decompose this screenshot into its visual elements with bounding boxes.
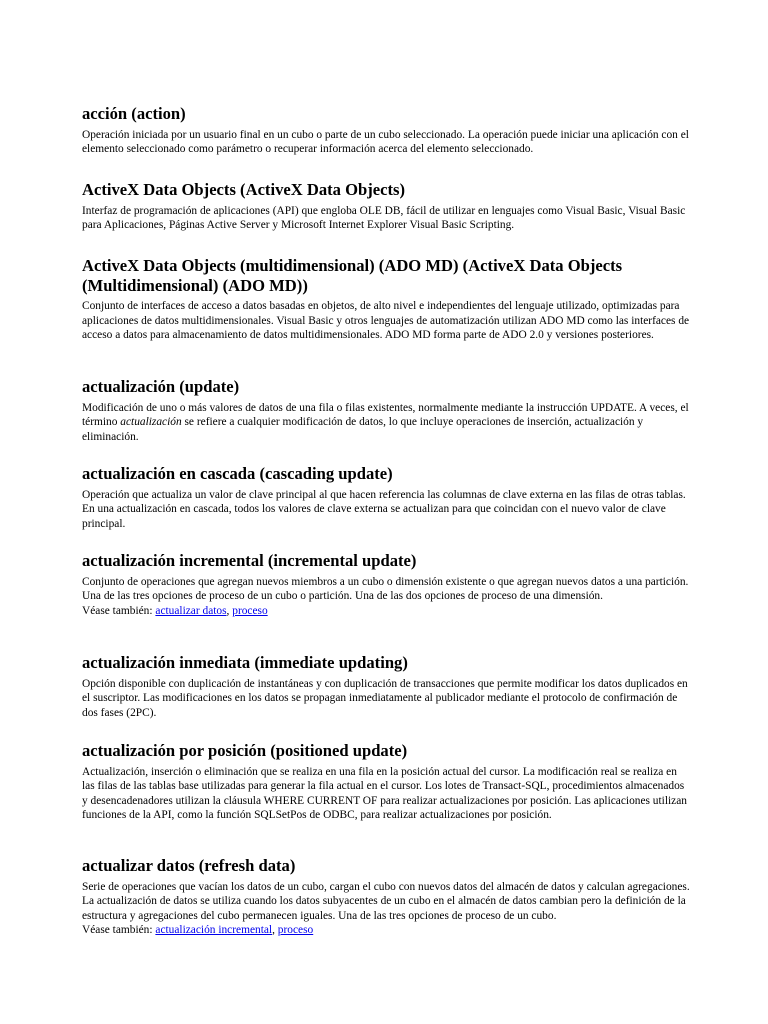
see-also-link-proceso[interactable]: proceso xyxy=(232,604,268,617)
entry-term: ActiveX Data Objects (ActiveX Data Objects) xyxy=(82,180,406,199)
entry-definition: Operación que actualiza un valor de clave principal al que hacen referencia las columnas de clave externa en las filas de otras tablas. En una actualización en cascada, todos los valores de clave externa se actualizan para que coincidan con el nuevo valor de clave principal. xyxy=(82,488,686,530)
entry-term: actualización incremental (incremental update) xyxy=(82,551,417,570)
glossary-list xyxy=(82,104,690,946)
entry-term: actualizar datos (refresh data) xyxy=(82,856,296,875)
glossary-entry-actualizacion-incremental xyxy=(82,551,690,653)
entry-term: ActiveX Data Objects (multidimensional) (ADO MD) (ActiveX Data Objects (Multidimensional) (ADO MD)) xyxy=(82,256,623,295)
entry-term: actualización inmediata (immediate updating) xyxy=(82,653,408,672)
see-also-label: Véase también: xyxy=(82,924,156,936)
entry-definition: Serie de operaciones que vacían los datos de un cubo, cargan el cubo con nuevos datos del almacén de datos y calculan agregaciones. La actualización de datos se utiliza cuando los datos subyacentes de un cubo en el almacén de datos cambian pero la definición de la estructura y agregaciones del cubo permanecen iguales. Una de las tres opciones de proceso de un cubo. xyxy=(82,880,690,922)
definition-text: Modificación de uno o más valores de datos de una fila o filas existentes, normalmente mediante la instrucción UPDATE. A veces, el término xyxy=(82,401,689,428)
entry-definition: Conjunto de operaciones que agregan nuevos miembros a un cubo o dimensión existente o que agregan nuevos datos a una partición. Una de las tres opciones de proceso de un cubo o partición. Una de las dos opciones de proceso de una dimensión. xyxy=(82,575,689,602)
see-also xyxy=(82,923,690,938)
glossary-entry-actualizacion-por-posicion xyxy=(82,741,690,856)
see-also xyxy=(82,604,690,619)
glossary-entry-actualizacion-en-cascada xyxy=(82,464,690,551)
definition-text: se refiere a cualquier modificación de datos, lo que incluye operaciones de inserción, actualización y eliminación. xyxy=(82,416,644,443)
see-also-link-actualizar-datos[interactable]: actualizar datos xyxy=(155,604,227,617)
see-also-separator: , xyxy=(226,604,233,617)
entry-term: actualización (update) xyxy=(82,377,240,396)
entry-definition: Actualización, inserción o eliminación que se realiza en una fila en la posición actual del cursor. La modificación real se realiza en las filas de las tablas base utilizadas para generar la fila actual en el cursor. Los lotes de Transact-SQL, procedimientos almacenados y desencadenadores utilizan la cláusula WHERE CURRENT OF para realizar actualizaciones por posición. Las aplicaciones utilizan funciones de la API, como la función SQLSetPos de ODBC, para realizar actualizaciones por posición. xyxy=(82,765,687,821)
see-also-link-proceso[interactable]: proceso xyxy=(277,924,314,936)
entry-term: actualización por posición (positioned update) xyxy=(82,741,408,760)
see-also-label: Véase también: xyxy=(82,604,156,617)
entry-definition: Opción disponible con duplicación de instantáneas y con duplicación de transacciones que permite modificar los datos duplicados en el suscriptor. Las modificaciones en los datos se propagan inmediatamente al publicador mediante el protocolo de confirmación de dos fases (2PC). xyxy=(82,677,688,719)
entry-definition: Interfaz de programación de aplicaciones (API) que engloba OLE DB, fácil de utilizar en lenguajes como Visual Basic, Visual Basic para Aplicaciones, Páginas Active Server y Microsoft Internet Explorer Visual Basic Scripting. xyxy=(82,204,686,231)
glossary-entry-accion xyxy=(82,104,690,180)
glossary-entry-ado-md xyxy=(82,256,690,377)
entry-term: actualización en cascada (cascading update) xyxy=(82,464,393,483)
entry-definition: Operación iniciada por un usuario final en un cubo o parte de un cubo seleccionado. La operación puede iniciar una aplicación con el elemento seleccionado como parámetro o recuperar información acerca del elemento seleccionado. xyxy=(82,128,689,155)
glossary-entry-activex-data-objects xyxy=(82,180,690,256)
entry-definition xyxy=(82,401,690,445)
entry-definition: Conjunto de interfaces de acceso a datos basadas en objetos, de alto nivel e independientes del lenguaje utilizado, optimizadas para aplicaciones de datos multidimensionales. Visual Basic y otros lenguajes de automatización utilizan ADO MD como las interfaces de acceso a datos para almacenamiento de datos multidimensionales. ADO MD forma parte de ADO 2.0 y versiones posteriores. xyxy=(82,300,690,341)
see-also-separator: , xyxy=(272,924,278,936)
see-also-link-actualizacion-incremental[interactable]: actualización incremental xyxy=(155,924,273,936)
definition-emphasis: actualización xyxy=(120,416,182,428)
glossary-entry-actualizar-datos xyxy=(82,856,690,946)
glossary-entry-actualizacion-inmediata xyxy=(82,653,690,741)
glossary-entry-actualizacion xyxy=(82,377,690,464)
entry-term: acción (action) xyxy=(82,104,186,123)
